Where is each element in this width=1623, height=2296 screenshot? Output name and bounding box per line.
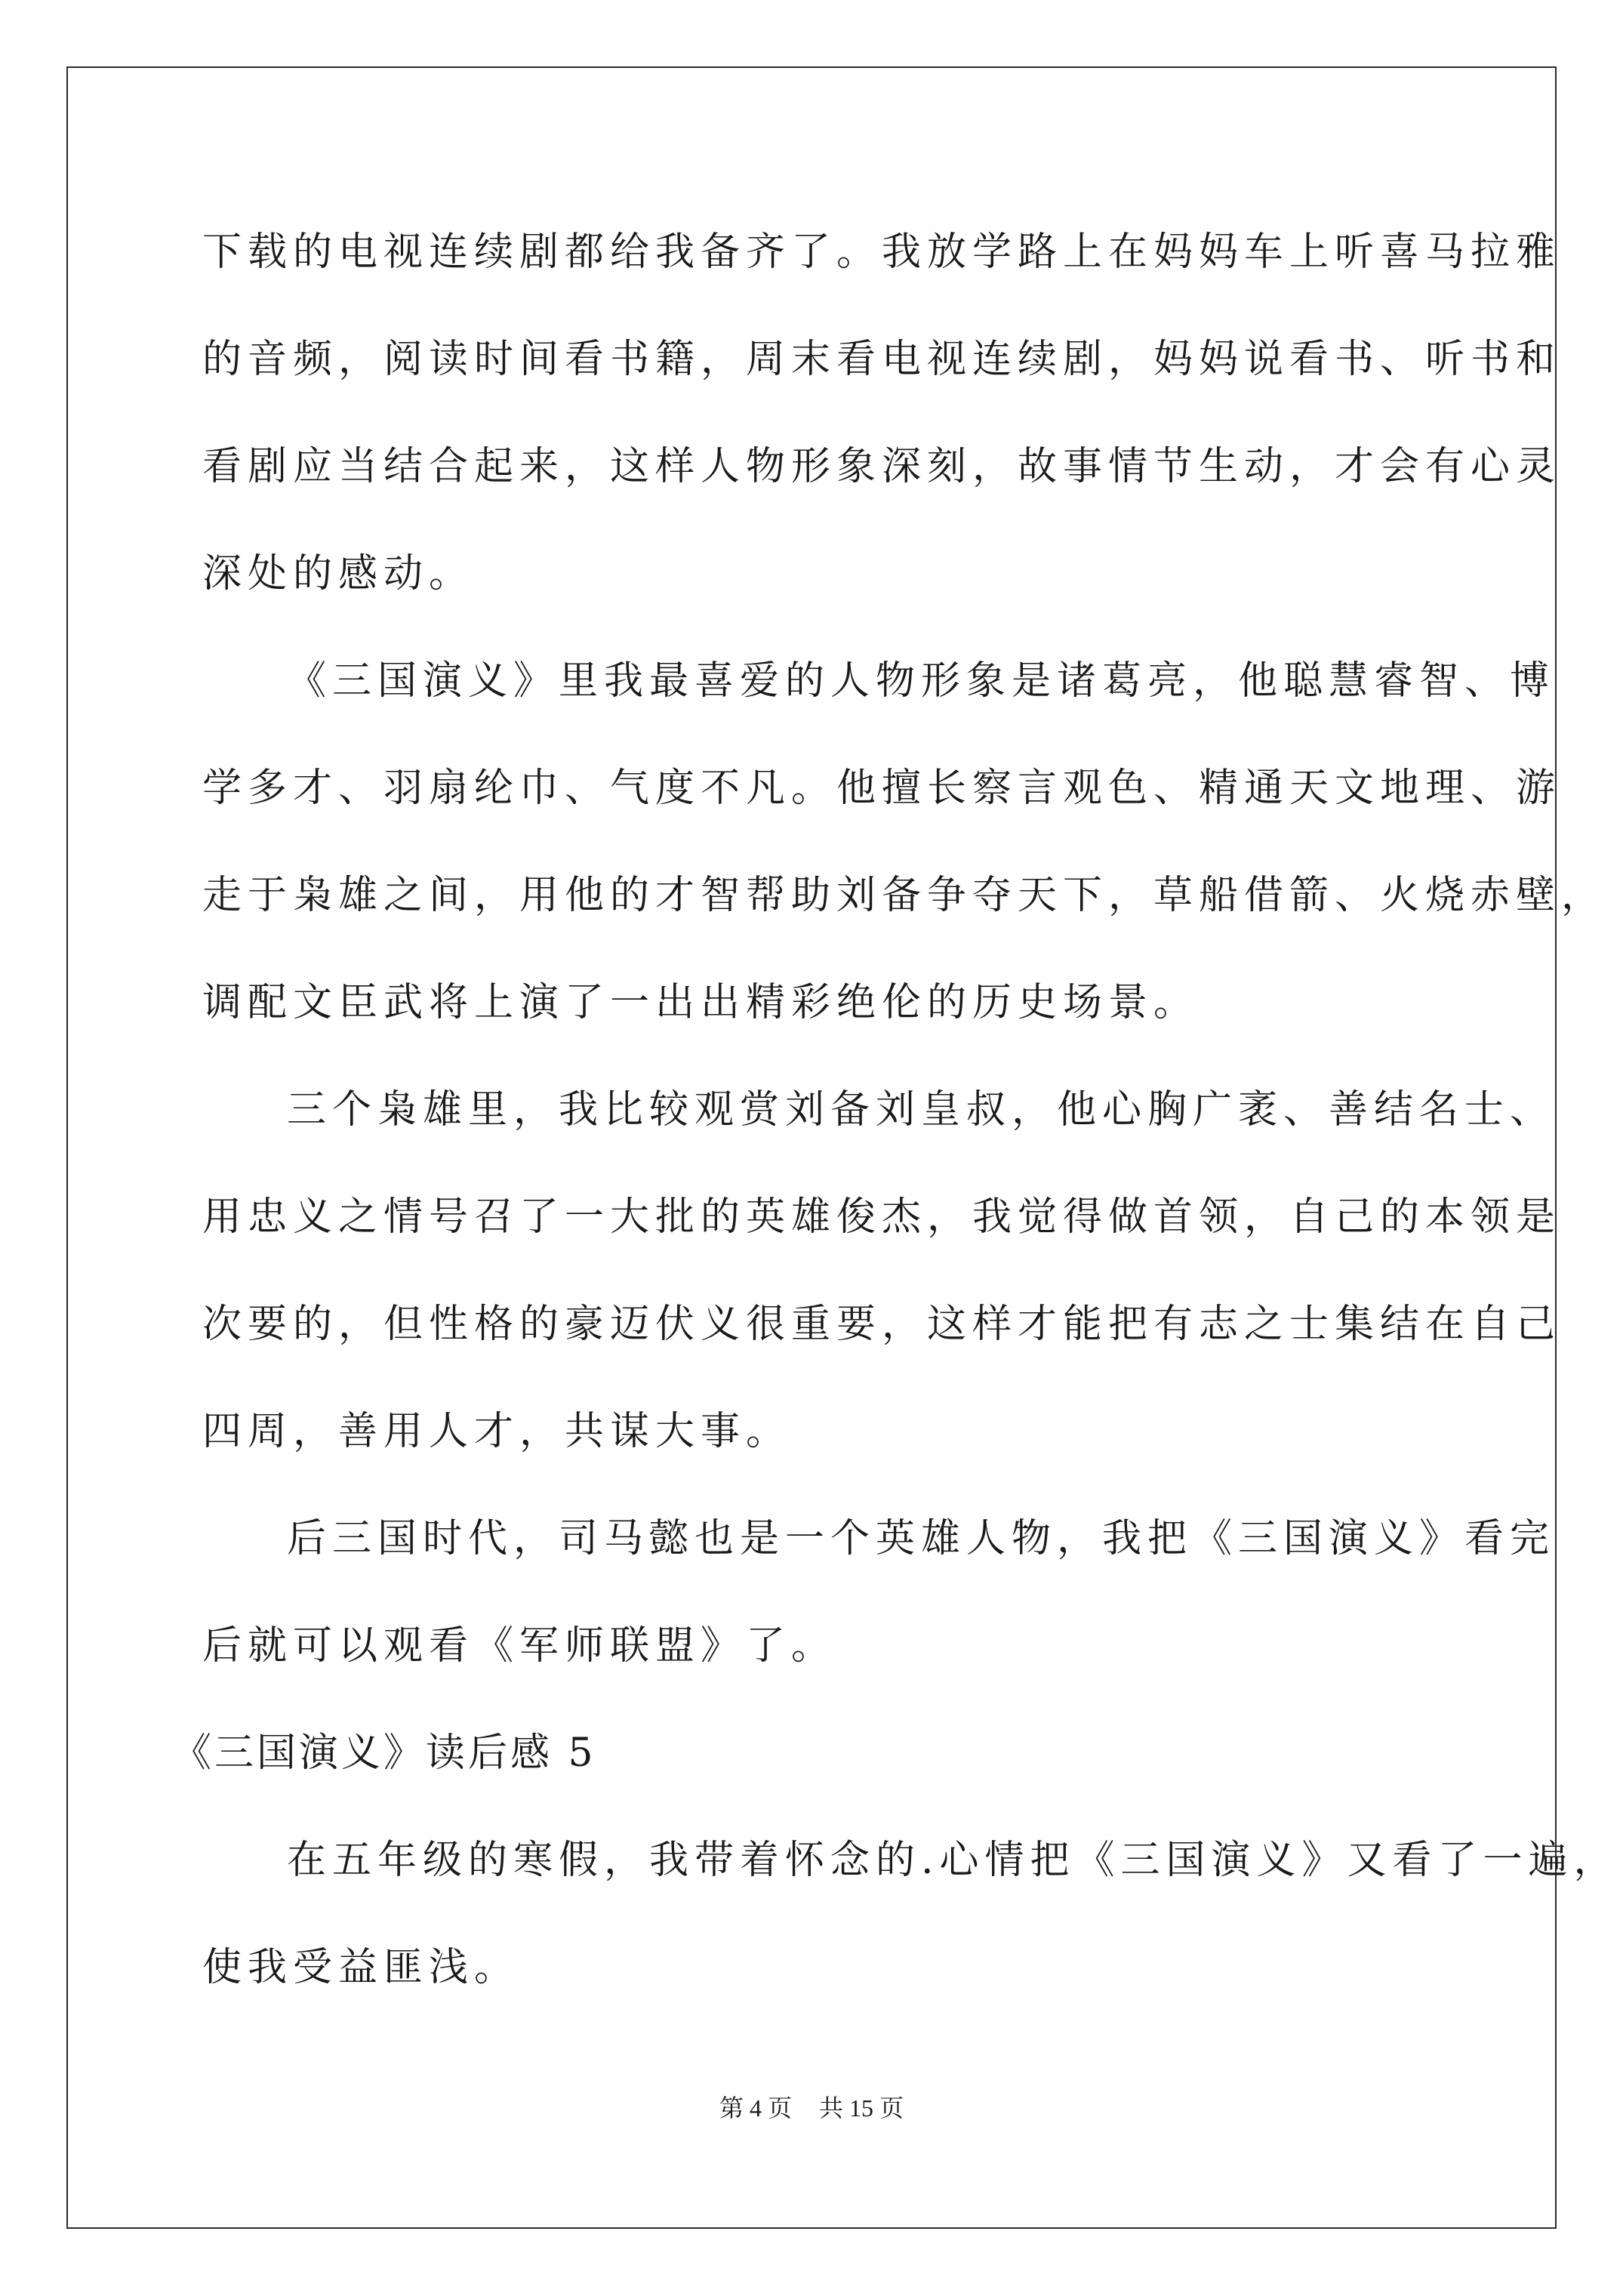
paragraph-line: 在五年级的寒假，我带着怀念的.心情把《三国演义》又看了一遍， xyxy=(287,1838,1619,1883)
paragraph-line: 看剧应当结合起来，这样人物形象深刻，故事情节生动，才会有心灵 xyxy=(202,444,1562,489)
paragraph-line: 调配文臣武将上演了一出出精彩绝伦的历史场景。 xyxy=(202,980,1200,1025)
paragraph-line: 深处的感动。 xyxy=(202,551,475,596)
page-total: 共 15 页 xyxy=(819,2094,904,2122)
paragraph-line: 的音频，阅读时间看书籍，周末看电视连续剧，妈妈说看书、听书和 xyxy=(202,337,1562,382)
page-footer xyxy=(0,2089,1623,2124)
paragraph-line: 使我受益匪浅。 xyxy=(202,1945,520,1990)
paragraph-line: 走于枭雄之间，用他的才智帮助刘备争夺天下，草船借箭、火烧赤壁， xyxy=(202,873,1607,918)
paragraph-line: 下载的电视连续剧都给我备齐了。我放学路上在妈妈车上听喜马拉雅 xyxy=(202,230,1562,275)
page-number: 第 4 页 xyxy=(719,2094,792,2122)
paragraph-line: 三个枭雄里，我比较观赏刘备刘皇叔，他心胸广袤、善结名士、 xyxy=(287,1087,1556,1133)
paragraph-line: 《三国演义》里我最喜爱的人物形象是诸葛亮，他聪慧睿智、博 xyxy=(287,658,1556,704)
paragraph-line: 次要的，但性格的豪迈伏义很重要，这样才能把有志之士集结在自己 xyxy=(202,1302,1562,1347)
paragraph-line: 四周，善用人才，共谋大事。 xyxy=(202,1409,792,1454)
paragraph-line: 学多才、羽扇纶巾、气度不凡。他擅长察言观色、精通天文地理、游 xyxy=(202,766,1562,811)
section-heading: 《三国演义》读后感 5 xyxy=(172,1730,596,1776)
paragraph-line: 用忠义之情号召了一大批的英雄俊杰，我觉得做首领，自己的本领是 xyxy=(202,1194,1562,1240)
document-body xyxy=(172,220,1619,2043)
paragraph-line: 后就可以观看《军师联盟》了。 xyxy=(202,1623,837,1669)
paragraph-line: 后三国时代，司马懿也是一个英雄人物，我把《三国演义》看完 xyxy=(287,1516,1556,1561)
